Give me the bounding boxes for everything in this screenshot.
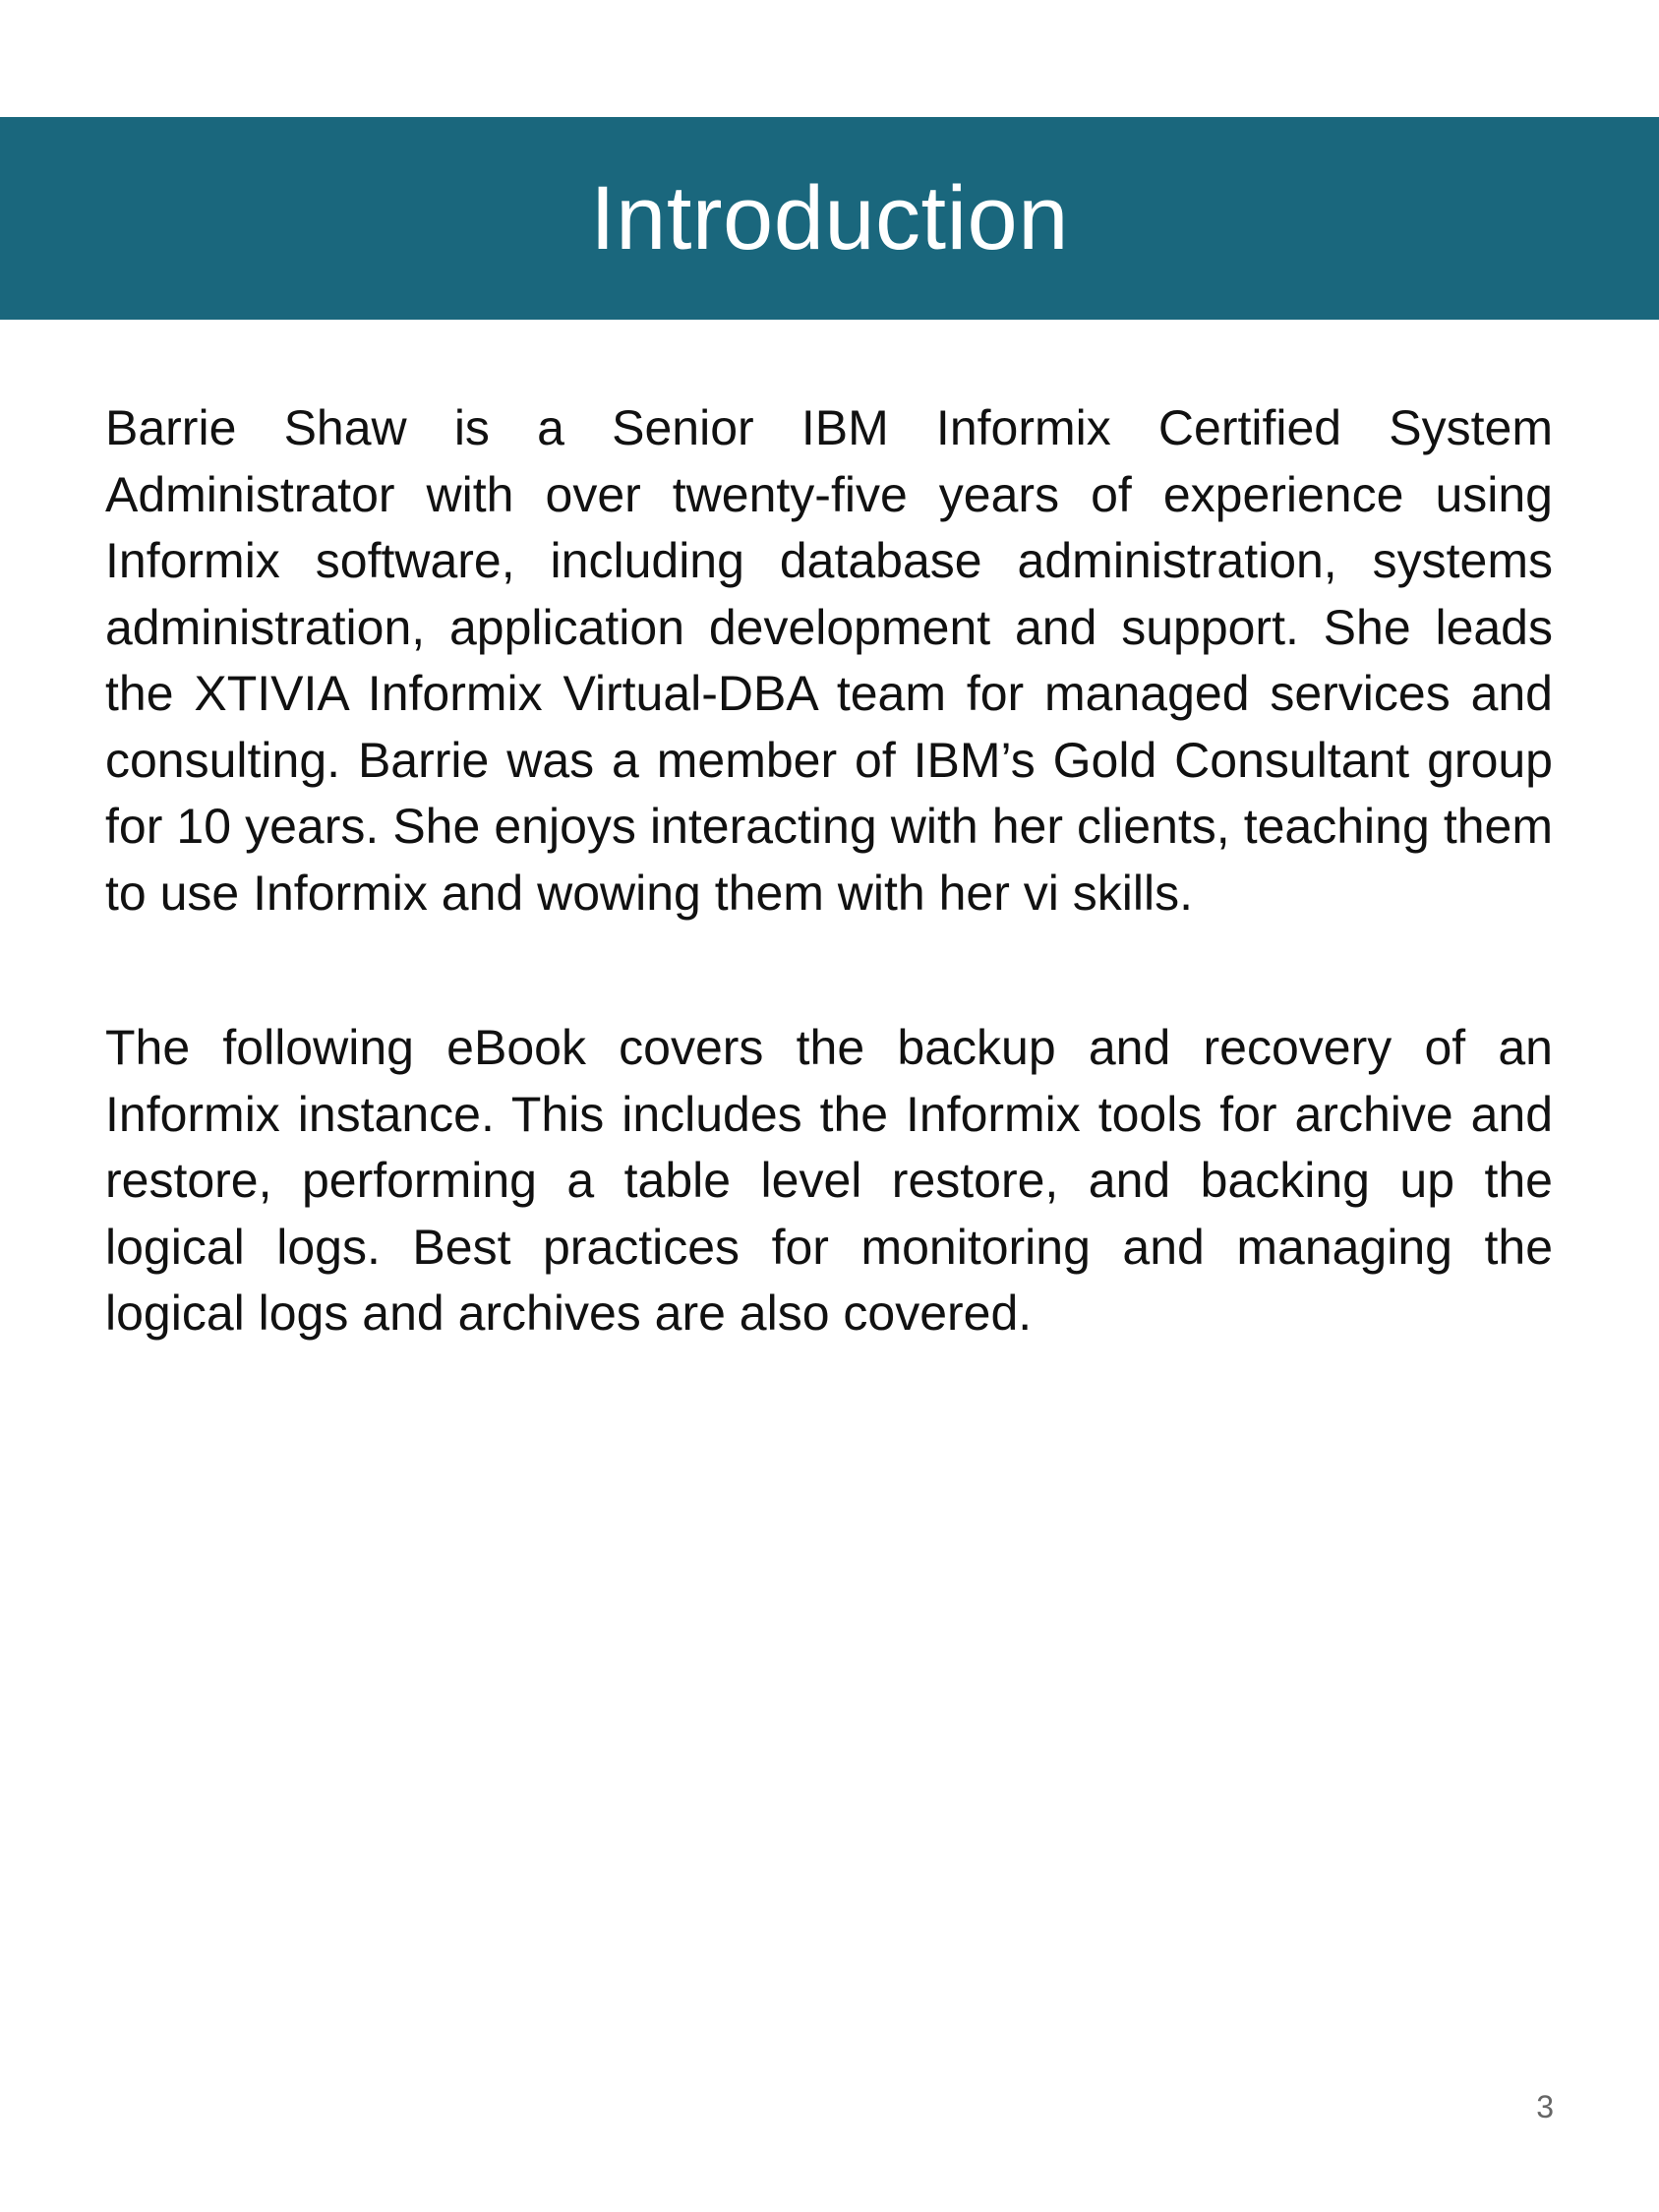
document-body	[105, 395, 1553, 1347]
title-banner	[0, 117, 1659, 320]
intro-paragraph-author-bio: Barrie Shaw is a Senior IBM Informix Certified System Administrator with over twenty-five years of experience using Informix software, including database administration, systems administration, application development and support. She leads the XTIVIA Informix Virtual-DBA team for managed services and consulting. Barrie was a member of IBM’s Gold Consultant group for 10 years. She enjoys interacting with her clients, teaching them to use Informix and wowing them with her vi skills.	[105, 400, 1553, 921]
page-title: Introduction	[590, 168, 1069, 269]
intro-paragraph-ebook-scope: The following eBook covers the backup and recovery of an Informix instance. This includes the Informix tools for archive and restore, performing a table level restore, and backing up the logical logs. Best practices for monitoring and managing the logical logs and archives are also covered.	[105, 1020, 1553, 1341]
page-number: 3	[1536, 2089, 1554, 2124]
